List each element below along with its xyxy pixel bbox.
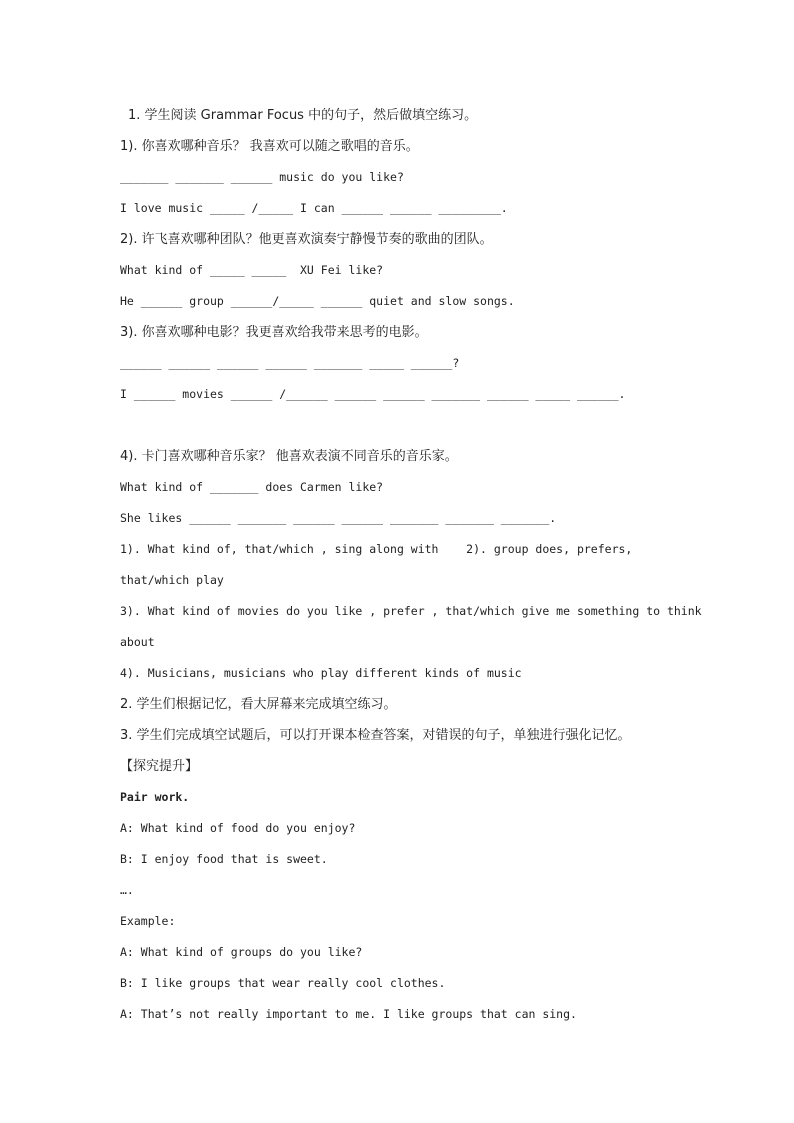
section-heading-explore: 【探究提升】	[120, 759, 199, 774]
question-4-blank-line-1: What kind of _______ does Carmen like?	[120, 480, 384, 494]
question-4-blank-line-2: She likes ______ _______ ______ ______ _______ _______ _______.	[120, 511, 557, 525]
answer-key-line-1: 1). What kind of, that/which , sing along with 2). group does, prefers,	[120, 542, 633, 556]
dialogue-line-a1: A: What kind of food do you enjoy?	[120, 821, 356, 835]
exercise-instruction-2: 2. 学生们根据记忆，看大屏幕来完成填空练习。	[120, 697, 397, 712]
answer-key-line-3: 3). What kind of movies do you like , prefer , that/which give me something to think	[120, 604, 702, 618]
question-2-prompt: 2). 许飞喜欢哪种团队？他更喜欢演奏宁静慢节奏的歌曲的团队。	[120, 232, 493, 247]
question-1-blank-line-2: I love music _____ /_____ I can ______ ______ _________.	[120, 201, 508, 215]
question-2-blank-line-2: He ______ group ______/_____ ______ quiet and slow songs.	[120, 294, 515, 308]
example-line-a2: A: That’s not really important to me. I like groups that can sing.	[120, 1007, 577, 1021]
question-4-prompt: 4). 卡门喜欢哪种音乐家？ 他喜欢表演不同音乐的音乐家。	[120, 449, 458, 464]
answer-key-line-5: 4). Musicians, musicians who play different kinds of music	[120, 666, 522, 680]
paragraph-gap	[120, 410, 720, 441]
question-2-blank-line-1: What kind of _____ _____ XU Fei like?	[120, 263, 384, 277]
example-line-b1: B: I like groups that wear really cool clothes.	[120, 976, 446, 990]
exercise-instruction-1: 1. 学生阅读 Grammar Focus 中的句子，然后做填空练习。	[128, 108, 478, 123]
example-label: Example:	[120, 914, 176, 928]
dialogue-ellipsis: ….	[120, 883, 134, 897]
question-3-blank-line-1: ______ ______ ______ ______ _______ _____ ______?	[120, 356, 460, 370]
worksheet-page	[120, 100, 720, 1030]
question-1-prompt: 1). 你喜欢哪种音乐？ 我喜欢可以随之歌唱的音乐。	[120, 139, 419, 154]
question-3-prompt: 3). 你喜欢哪种电影？我更喜欢给我带来思考的电影。	[120, 325, 428, 340]
question-1-blank-line-1: _______ _______ ______ music do you like?	[120, 170, 404, 184]
pair-work-heading: Pair work.	[120, 790, 190, 804]
question-3-blank-line-2: I ______ movies ______ /______ ______ ______ _______ ______ _____ ______.	[120, 387, 626, 401]
dialogue-line-b1: B: I enjoy food that is sweet.	[120, 852, 328, 866]
example-line-a1: A: What kind of groups do you like?	[120, 945, 363, 959]
answer-key-line-4: about	[120, 635, 155, 649]
answer-key-line-2: that/which play	[120, 573, 224, 587]
exercise-instruction-3: 3. 学生们完成填空试题后，可以打开课本检查答案，对错误的句子，单独进行强化记忆。	[120, 728, 631, 743]
